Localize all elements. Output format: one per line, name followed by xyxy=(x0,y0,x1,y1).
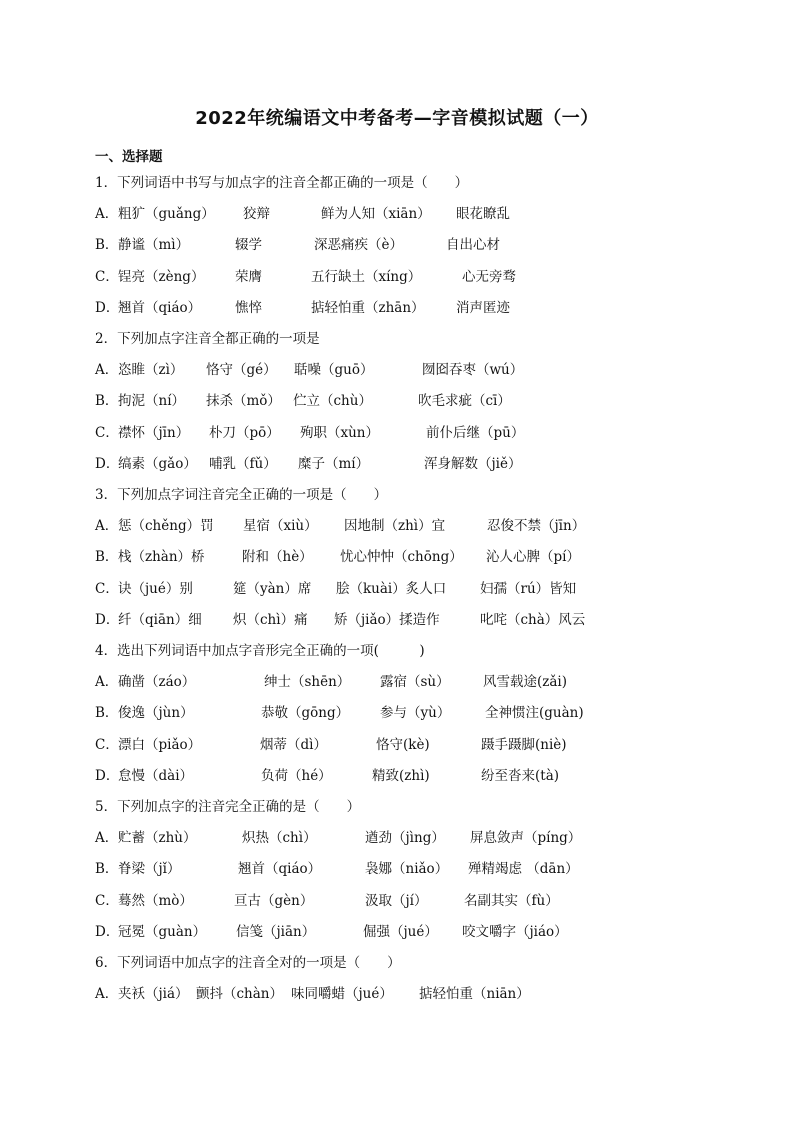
option-item: 锃亮（zèng） xyxy=(118,269,205,285)
option-item: 消声匿迹 xyxy=(456,300,510,316)
option-item: 倔强（jué） xyxy=(363,924,438,940)
option-item: 浑身解数（jiě） xyxy=(424,456,522,472)
option-item: 妇孺（rú）皆知 xyxy=(480,581,577,597)
option-item: 炽（chì）痛 xyxy=(233,612,308,628)
option-label: A． xyxy=(95,362,119,378)
option-item: 栈（zhàn）桥 xyxy=(118,549,205,565)
option-item: 殚精竭虑 （dān） xyxy=(468,861,579,877)
option-item: 露宿（sù） xyxy=(380,674,450,690)
option-label: D． xyxy=(95,300,120,316)
option-item: 糜子（mí） xyxy=(298,456,370,472)
question-stem: 5．下列加点字的注音完全正确的是（ ） xyxy=(95,799,361,815)
option-item: 漂白（piǎo） xyxy=(118,737,202,753)
option-item: 忍俊不禁（jīn） xyxy=(487,518,586,534)
option-item: 纤（qiān）细 xyxy=(118,612,202,628)
option-item: 脊梁（jǐ） xyxy=(118,861,181,877)
option-item: 确凿（záo） xyxy=(118,674,196,690)
option-item: 缟素（gǎo） xyxy=(118,456,197,472)
option-item: 拘泥（ní） xyxy=(118,393,186,409)
option-item: 因地制（zhì）宜 xyxy=(344,518,446,534)
option-label: B． xyxy=(95,861,119,877)
option-label: D． xyxy=(95,924,120,940)
option-label: A． xyxy=(95,674,119,690)
question-stem: 2．下列加点字注音全都正确的一项是 xyxy=(95,331,320,347)
option-label: C． xyxy=(95,893,119,909)
option-item: 俊逸（jùn） xyxy=(118,705,194,721)
option-item: 精致(zhì) xyxy=(372,768,430,784)
option-item: 脍（kuài）炙人口 xyxy=(336,581,447,597)
option-item: 诀（jué）别 xyxy=(118,581,193,597)
option-item: 掂轻怕重（niān） xyxy=(419,986,530,1002)
option-item: 哺乳（fǔ） xyxy=(209,456,277,472)
option-item: 辍学 xyxy=(235,237,262,253)
option-item: 咬文嚼字（jiáo） xyxy=(462,924,568,940)
option-item: 参与（yù） xyxy=(380,705,451,721)
option-label: C． xyxy=(95,737,119,753)
question-stem: 4．选出下列词语中加点字音形完全正确的一项( ) xyxy=(95,643,425,659)
option-item: 风雪载途(zǎi) xyxy=(483,674,568,690)
option-item: 粗犷（guǎng） xyxy=(118,206,215,222)
option-label: A． xyxy=(95,206,119,222)
option-item: 聒噪（guō） xyxy=(294,362,374,378)
option-item: 伫立（chù） xyxy=(293,393,372,409)
option-item: 朴刀（pō） xyxy=(209,425,280,441)
option-item: 筵（yàn）席 xyxy=(233,581,312,597)
question-stem: 1．下列词语中书写与加点字的注音全都正确的一项是（ ） xyxy=(95,175,469,191)
option-item: 烟蒂（dì） xyxy=(260,737,327,753)
option-item: 深恶痛疾（è） xyxy=(314,237,403,253)
option-item: 忧心忡忡（chōng） xyxy=(340,549,463,565)
option-item: 味同嚼蜡（jué） xyxy=(291,986,393,1002)
option-item: 冠冕（guàn） xyxy=(118,924,207,940)
question-stem: 6．下列词语中加点字的注音全对的一项是（ ） xyxy=(95,955,401,971)
question-stem: 3．下列加点字词注音完全正确的一项是（ ） xyxy=(95,487,388,503)
option-item: 心无旁骛 xyxy=(462,269,516,285)
option-item: 恪守(kè) xyxy=(376,737,430,753)
option-label: C． xyxy=(95,425,119,441)
option-item: 襟怀（jīn） xyxy=(118,425,190,441)
option-item: 惩（chěng）罚 xyxy=(118,518,214,534)
option-item: 眼花瞭乱 xyxy=(456,206,510,222)
option-item: 颤抖（chàn） xyxy=(196,986,283,1002)
option-label: C． xyxy=(95,269,119,285)
page-title: 2022年统编语文中考备考—字音模拟试题（一） xyxy=(195,108,599,129)
option-item: 恪守（gé） xyxy=(206,362,277,378)
option-item: 绅士（shēn） xyxy=(264,674,351,690)
option-item: 吹毛求疵（cī） xyxy=(418,393,511,409)
option-label: B． xyxy=(95,705,119,721)
option-label: D． xyxy=(95,456,120,472)
option-item: 遒劲（jìng） xyxy=(365,830,445,846)
option-item: 恭敬（gōng） xyxy=(261,705,350,721)
option-item: 殉职（xùn） xyxy=(300,425,380,441)
option-item: 汲取（jí） xyxy=(365,893,428,909)
option-item: 屏息敛声（píng） xyxy=(470,830,582,846)
option-item: 鲜为人知（xiān） xyxy=(321,206,431,222)
option-item: 狡辩 xyxy=(243,206,270,222)
option-item: 纷至沓来(tà) xyxy=(481,768,560,784)
option-item: 翘首（qiáo） xyxy=(118,300,202,316)
option-item: 自出心材 xyxy=(446,237,500,253)
option-item: 掂轻怕重（zhān） xyxy=(311,300,425,316)
option-item: 翘首（qiáo） xyxy=(238,861,322,877)
option-item: 前仆后继（pū） xyxy=(426,425,525,441)
option-item: 囫囵吞枣（wú） xyxy=(422,362,524,378)
option-item: 夹袄（jiá） xyxy=(118,986,189,1002)
option-item: 星宿（xiù） xyxy=(243,518,318,534)
option-item: 亘古（gèn） xyxy=(234,893,314,909)
option-item: 袅娜（niǎo） xyxy=(365,861,449,877)
option-label: D． xyxy=(95,612,120,628)
option-label: A． xyxy=(95,986,119,1002)
option-item: 附和（hè） xyxy=(242,549,313,565)
option-label: C． xyxy=(95,581,119,597)
option-item: 沁人心脾（pí） xyxy=(486,549,580,565)
option-item: 静谧（mì） xyxy=(118,237,190,253)
option-item: 五行缺土（xíng） xyxy=(311,269,422,285)
option-item: 贮蓄（zhù） xyxy=(118,830,197,846)
option-item: 抹杀（mǒ） xyxy=(206,393,281,409)
option-item: 名副其实（fù） xyxy=(464,893,559,909)
option-item: 蹑手蹑脚(niè) xyxy=(481,737,567,753)
option-item: 全神惯注(guàn) xyxy=(485,705,584,721)
option-item: 矫（jiǎo）揉造作 xyxy=(334,612,440,628)
option-label: B． xyxy=(95,549,119,565)
option-item: 蓦然（mò） xyxy=(118,893,193,909)
option-label: A． xyxy=(95,830,119,846)
option-label: A． xyxy=(95,518,119,534)
option-item: 信笺（jiān） xyxy=(236,924,316,940)
option-item: 恣睢（zì） xyxy=(118,362,184,378)
option-item: 怠慢（dài） xyxy=(118,768,194,784)
option-item: 荣膺 xyxy=(235,269,262,285)
option-label: D． xyxy=(95,768,120,784)
section-heading: 一、选择题 xyxy=(95,149,163,165)
option-item: 憔悴 xyxy=(235,300,262,316)
option-label: B． xyxy=(95,237,119,253)
option-item: 叱咤（chà）风云 xyxy=(480,612,586,628)
option-item: 负荷（hé） xyxy=(261,768,332,784)
option-item: 炽热（chì） xyxy=(242,830,317,846)
option-label: B． xyxy=(95,393,119,409)
